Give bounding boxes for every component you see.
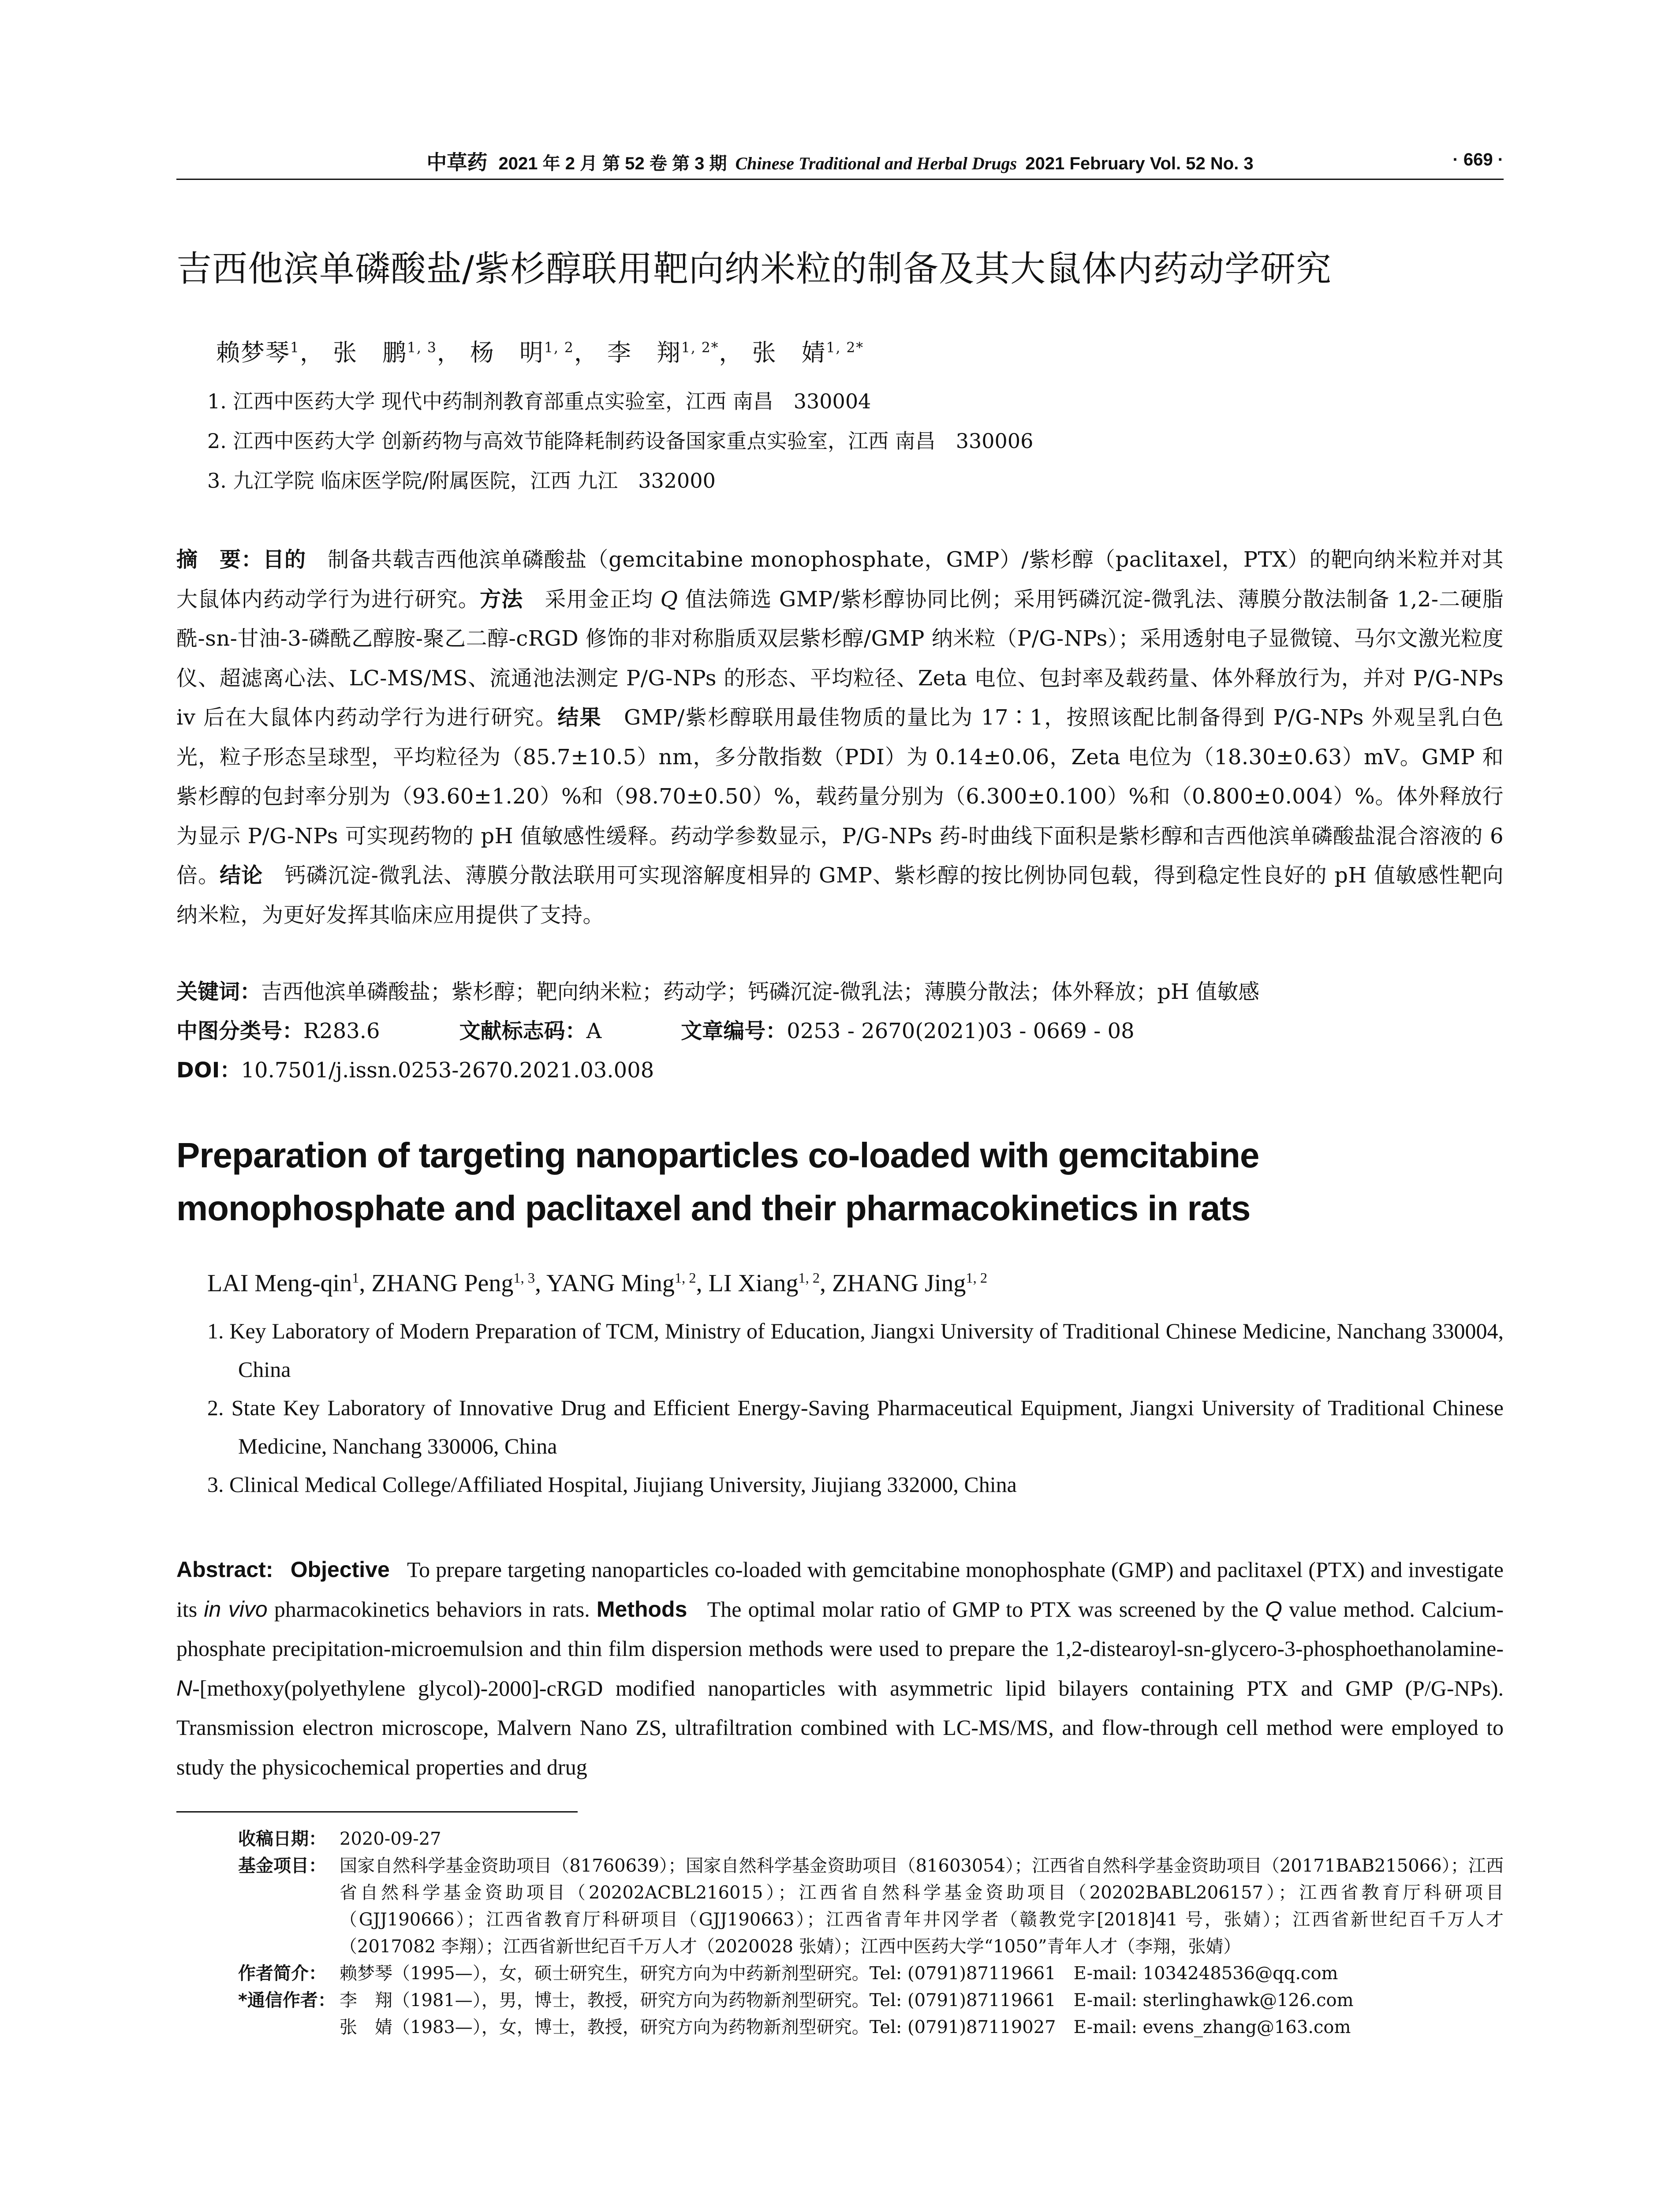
abstract-label: 摘 要： xyxy=(176,547,263,572)
affiliation-item: 2. 江西中医药大学 创新药物与高效节能降耗制药设备国家重点实验室，江西 南昌 330006 xyxy=(207,429,1034,453)
header-issue-en: 2021 February Vol. 52 No. 3 xyxy=(1025,154,1254,173)
authors-english: LAI Meng-qin$^1$, ZHANG Peng$^{1, 3}$, YANG Ming$^{1, 2}$, LI Xiang$^{1, 2}$, ZHANG Jing$^{1, 2}$ xyxy=(207,1270,988,1297)
header-issue-cn: 2021 年 2 月 第 52 卷 第 3 期 xyxy=(498,154,727,173)
conclusion-text: 钙磷沉淀-微乳法、薄膜分散法联用可实现溶解度相异的 GMP、紫杉醇的按比例协同包载，得到稳定性良好的 pH 值敏感性靶向纳米粒，为更好发挥其临床应用提供了支持。 xyxy=(176,863,1504,927)
corresponding-author: 李 翔（1981—），男，博士，教授，研究方向为药物新剂型研究。Tel: (0791)87119661 E-mail: sterlinghawk@126.com xyxy=(340,1990,1354,2011)
corresponding-author: 张 婧（1983—），女，博士，教授，研究方向为药物新剂型研究。Tel: (0791)87119027 E-mail: evens_zhang@163.com xyxy=(340,2017,1351,2037)
methods-text: -[methoxy(polyethylene glycol)-2000]-cRGD modified nanoparticles with asymmetric lipid bilayers containing PTX and GMP (P/G-NPs). Transmission electron microscope, Malvern Nano ZS, ultrafiltration combined with LC-MS/MS, and flow-through cell method were employed to study the physicochemical properties and drug xyxy=(176,1675,1504,1779)
author-bio-label: 作者简介： xyxy=(238,1963,326,1984)
author-name: YANG Ming xyxy=(546,1270,675,1297)
affiliation-item: 1. Key Laboratory of Modern Preparation of TCM, Ministry of Education, Jiangxi University of Traditional Chinese Medicine, Nanchang 330004, China xyxy=(207,1319,1504,1382)
methods-text: 采用金正均 xyxy=(545,587,653,612)
corresponding-values xyxy=(340,1987,1504,2041)
corresponding-label: *通信作者： xyxy=(238,1990,336,2011)
footnotes xyxy=(238,1826,1504,2041)
funding-label: 基金项目： xyxy=(238,1856,326,1876)
article-metadata xyxy=(176,972,1504,1090)
methods-text: The optimal molar ratio of GMP to PTX was screened by the xyxy=(707,1596,1258,1622)
corresponding-note xyxy=(238,1987,1504,2041)
authors-chinese: 赖梦琴$^1$， 张 鹏$^{1, 3}$， 杨 明$^{1, 2}$， 李 翔$^{1, 2*}$， 张 婧$^{1, 2*}$ xyxy=(216,339,864,366)
author-name: ZHANG Jing xyxy=(832,1270,966,1297)
abstract-chinese xyxy=(176,540,1504,935)
author-affil: 1, 2 xyxy=(798,1270,820,1286)
methods-text: value method. Calcium-phosphate precipitation-microemulsion and thin film dispersion methods were used to prepare the 1,2-distearoyl-sn-glycero-3-phosphoethanolamine- xyxy=(176,1596,1504,1661)
in-vivo-term: in vivo xyxy=(204,1596,268,1622)
footnote-rule xyxy=(176,1811,578,1813)
funding-value: 国家自然科学基金资助项目（81760639）；国家自然科学基金资助项目（81603054）；江西省自然科学基金资助项目（20171BAB215066）；江西省自然科学基金资助项目（20202ACBL216015）；江西省自然科学基金资助项目（20202BABL206157）；江西省教育厅科研项目（GJJ190666）；江西省教育厅科研项目（GJJ190663）；江西省青年井冈学者（赣教党字[2018]41 号，张婧）；江西省新世纪百千万人才（2017082 李翔）；江西省新世纪百千万人才（2020028 张婧）；江西中医药大学“1050”青年人才（李翔，张婧） xyxy=(340,1856,1504,1957)
author-affil: 1, 2* xyxy=(826,340,864,356)
abstract-label: Abstract: xyxy=(176,1557,273,1582)
author-bio-note xyxy=(238,1960,1504,1987)
header-journal-en: Chinese Traditional and Herbal Drugs xyxy=(735,153,1017,173)
affiliation-item: 3. 九江学院 临床医学院/附属医院，江西 九江 332000 xyxy=(207,469,716,493)
results-text: GMP/紫杉醇联用最佳物质的量比为 17∶1，按照该配比制备得到 P/G-NPs 外观呈乳白色光，粒子形态呈球型，平均粒径为（85.7±10.5）nm，多分散指数（PDI）为 0.14±0.06，Zeta 电位为（18.30±0.63）mV。GMP 和紫杉醇的包封率分别为（93.60±1.20）%和（98.70±0.50）%，载药量分别为（6.300±0.100）%和（0.800±0.004）%。体外释放行为显示 P/G-NPs 可实现药物的 pH 值敏感性缓释。药动学参数显示，P/G-NPs 药-时曲线下面积是紫杉醇和吉西他滨单磷酸盐混合溶液的 6 倍。 xyxy=(176,705,1504,888)
conclusion-label: 结论 xyxy=(220,863,263,888)
doc-code-label: 文献标志码： xyxy=(459,1019,586,1043)
affiliations-english xyxy=(207,1312,1504,1504)
title-chinese: 吉西他滨单磷酸盐/紫杉醇联用靶向纳米粒的制备及其大鼠体内药动学研究 xyxy=(176,248,1332,289)
doi-line xyxy=(176,1051,1504,1090)
author-affil: 1, 2 xyxy=(674,1270,696,1286)
author-name: 赖梦琴 xyxy=(216,339,290,366)
objective-text: 制备共载吉西他滨单磷酸盐（gemcitabine monophosphate，GMP）/紫杉醇（paclitaxel，PTX）的靶向纳米粒并对其大鼠体内药动学行为进行研究。 xyxy=(176,547,1504,612)
received-note xyxy=(238,1826,1504,1853)
author-bio-value: 赖梦琴（1995—），女，硕士研究生，研究方向为中药新剂型研究。Tel: (0791)87119661 E-mail: 1034248536@qq.com xyxy=(340,1963,1338,1984)
affiliations-chinese xyxy=(207,381,1486,501)
doc-code-value: A xyxy=(586,1019,602,1043)
affiliation-item: 1. 江西中医药大学 现代中药制剂教育部重点实验室，江西 南昌 330004 xyxy=(207,389,871,413)
methods-label: 方法 xyxy=(480,587,523,612)
author-affil: 1 xyxy=(290,340,300,356)
abstract-english xyxy=(176,1550,1504,1787)
journal-brand: 中草药 xyxy=(426,150,488,174)
n-symbol: N xyxy=(176,1675,193,1700)
author-affil: 1, 2 xyxy=(966,1270,988,1286)
objective-text: To prepare targeting nanoparticles co-loaded with gemcitabine monophosphate (GMP) and paclitaxel (PTX) and investigate its xyxy=(176,1557,1504,1622)
header-citation xyxy=(426,146,1253,176)
received-value: 2020-09-27 xyxy=(340,1829,441,1849)
header-rule xyxy=(176,179,1504,180)
keywords-line xyxy=(176,972,1504,1012)
author-name: 李 翔 xyxy=(607,339,681,366)
funding-note xyxy=(238,1853,1504,1960)
keywords-value: 吉西他滨单磷酸盐；紫杉醇；靶向纳米粒；药动学；钙磷沉淀-微乳法；薄膜分散法；体外释放；pH 值敏感 xyxy=(261,979,1260,1004)
running-header xyxy=(176,146,1504,176)
author-name: 张 鹏 xyxy=(333,339,407,366)
q-symbol: Q xyxy=(1265,1596,1282,1622)
clc-label: 中图分类号： xyxy=(176,1019,304,1043)
article-no-value: 0253 - 2670(2021)03 - 0669 - 08 xyxy=(787,1019,1135,1043)
objective-text: pharmacokinetics behaviors in rats. xyxy=(274,1596,590,1622)
q-symbol: Q xyxy=(660,587,678,612)
affiliation-item: 3. Clinical Medical College/Affiliated Hospital, Jiujiang University, Jiujiang 332000, China xyxy=(207,1472,1017,1497)
author-affil: 1, 3 xyxy=(407,340,437,356)
clc-value: R283.6 xyxy=(303,1019,380,1043)
objective-label: 目的 xyxy=(263,547,306,572)
objective-label: Objective xyxy=(290,1557,390,1582)
author-affil: 1, 3 xyxy=(513,1270,535,1286)
author-name: LI Xiang xyxy=(708,1270,799,1297)
methods-text: 值法筛选 GMP/紫杉醇协同比例；采用钙磷沉淀-微乳法、薄膜分散法制备 1,2-二硬脂酰-sn-甘油-3-磷酰乙醇胺-聚乙二醇-cRGD 修饰的非对称脂质双层紫杉醇/GMP 纳米粒（P/G-NPs）；采用透射电子显微镜、马尔文激光粒度仪、超滤离心法、LC-MS/MS、流通池法测定 P/G-NPs 的形态、平均粒径、Zeta 电位、包封率及载药量、体外释放行为，并对 P/G-NPs iv 后在大鼠体内药动学行为进行研究。 xyxy=(176,587,1504,730)
doi-value: 10.7501/j.issn.0253-2670.2021.03.008 xyxy=(241,1058,654,1083)
article-no-label: 文章编号： xyxy=(681,1019,787,1043)
author-name: LAI Meng-qin xyxy=(207,1270,352,1297)
doi-label: DOI： xyxy=(176,1058,241,1083)
title-english: Preparation of targeting nanoparticles co-loaded with gemcitabine monophosphate and paclitaxel and their pharmacokinetics in rats xyxy=(176,1136,1259,1228)
keywords-label: 关键词： xyxy=(176,979,261,1004)
page-number: · 669 · xyxy=(1452,150,1504,169)
received-label: 收稿日期： xyxy=(238,1829,326,1849)
classification-line xyxy=(176,1012,1504,1051)
methods-label: Methods xyxy=(596,1596,687,1622)
author-affil: 1, 2 xyxy=(544,340,574,356)
results-label: 结果 xyxy=(557,705,602,730)
author-name: ZHANG Peng xyxy=(371,1270,514,1297)
author-affil: 1, 2* xyxy=(681,340,719,356)
affiliation-item: 2. State Key Laboratory of Innovative Drug and Efficient Energy-Saving Pharmaceutical Equipment, Jiangxi University of Traditional Chinese Medicine, Nanchang 330006, China xyxy=(207,1395,1504,1458)
author-name: 张 婧 xyxy=(752,339,826,366)
author-name: 杨 明 xyxy=(470,339,545,366)
author-affil: 1 xyxy=(352,1270,359,1286)
